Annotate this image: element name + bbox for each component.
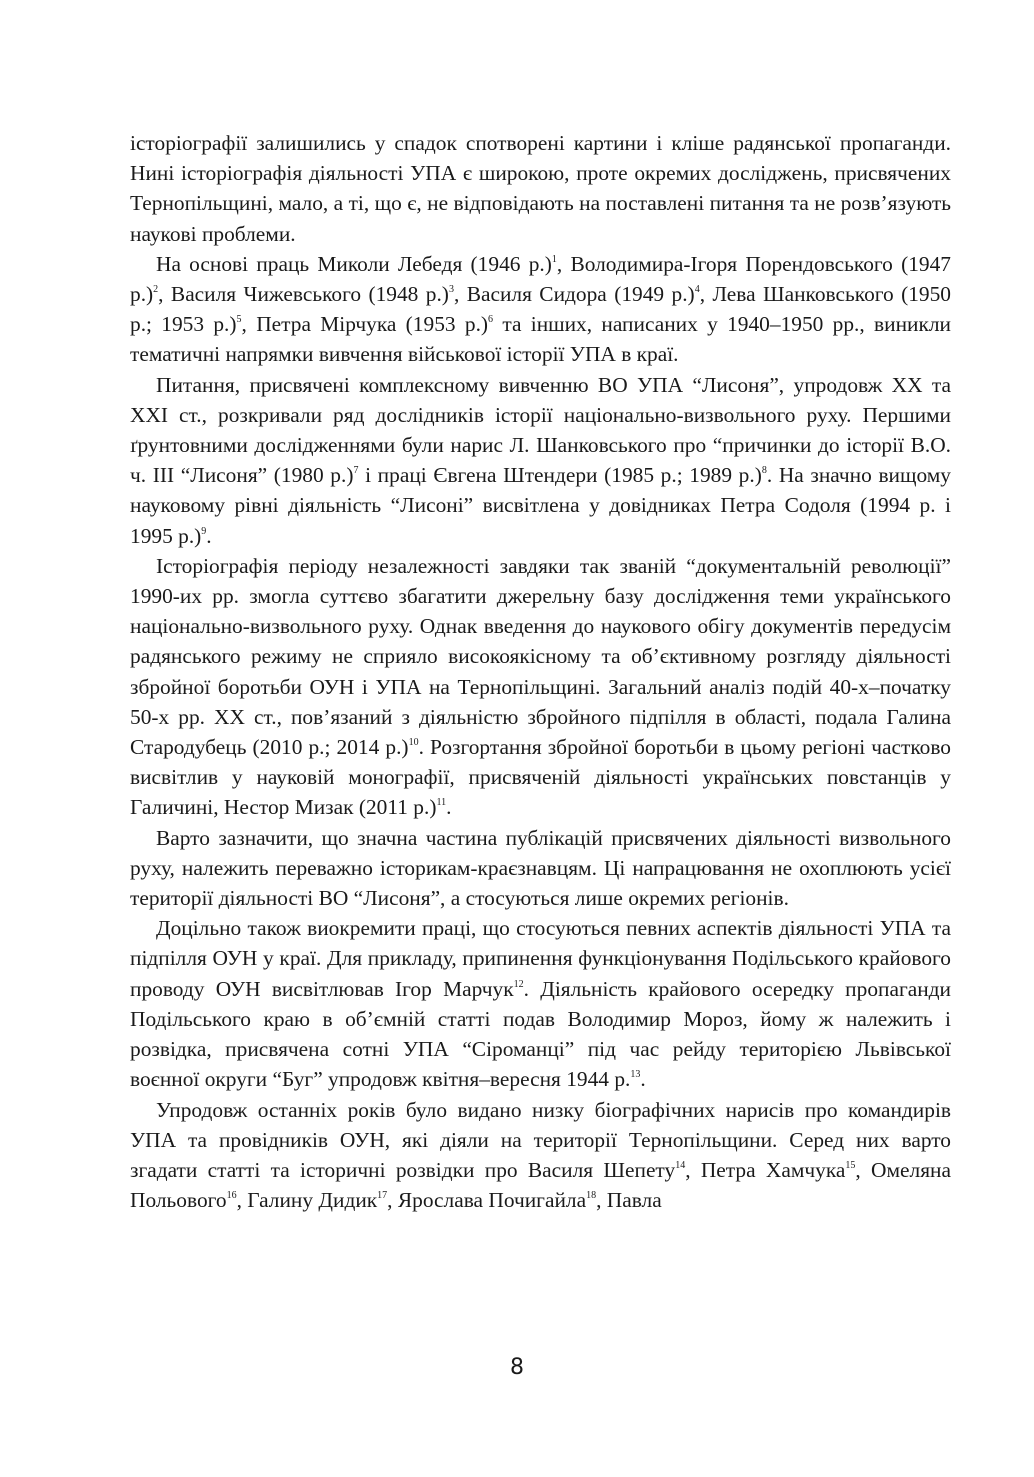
paragraph-text: , Василя Сидора (1949 р.) [453,282,695,307]
paragraph-text: Питання, присвячені комплексному вивченню ВО УПА “Лисоня”, упродовж ХХ та ХХІ ст., розкривали ряд дослідників історії національно-визвольного руху. Першими ґрунтовними дослідженнями були нарис Л. Шанковського про “причинки до історії В.О. ч. ІІІ “Лисоня” (1980 р.) [130,372,951,488]
paragraph-text: , Василя Чижевського (1948 р.) [158,282,449,307]
paragraph-text: і праці Євгена Штендери (1985 р.; 1989 р.) [358,463,762,488]
paragraph-text: Доцільно також виокремити праці, що стосуються певних аспектів діяльності УПА та підпілля ОУН у краї. Для прикладу, припинення функціонування Подільського крайового проводу ОУН висвітлював Ігор Марчук [130,916,951,1001]
footnote-reference[interactable]: 9 [201,525,207,537]
paragraph [130,551,951,823]
footnote-reference[interactable]: 6 [488,314,494,326]
paragraph-text: , Галину Дидик [236,1188,378,1213]
footnote-reference[interactable]: 4 [694,283,700,295]
footnote-reference[interactable]: 18 [586,1189,597,1201]
paragraph-text: На основі праць Миколи Лебедя (1946 р.) [156,251,552,276]
paragraph-text: історіографії залишились у спадок спотворені картини і кліше радянської пропаганди. Нині історіографія діяльності УПА є широкою, проте окремих досліджень, присвячених Тернопільщині, мало, а ті, що є, не відповідають на поставлені питання та не розв’язують наукові проблеми. [130,131,951,246]
paragraph [130,128,951,249]
paragraph [130,1095,951,1216]
paragraph-text: та інших, написаних у 1940–1950 рр., виникли тематичні напрямки вивчення військової історії УПА в краї. [130,312,951,367]
paragraph-text: Упродовж останніх років було видано низку біографічних нарисів про командирів УПА та провідників ОУН, які діяли на території Тернопільщини. Серед них варто згадати статті та історичні розвідки про Василя Шепету [130,1097,951,1182]
paragraph-text: Історіографія періоду незалежності завдяки так званій “документальній революції” 1990-их рр. змогла суттєво збагатити джерельну базу дослідження теми українського національно-визвольного руху. Однак введення до наукового обігу документів передусім радянського режиму не сприяло високоякісному та об’єктивному розгляду діяльності збройної боротьби ОУН і УПА на Тернопільщині. Загальний аналіз подій 40-х–початку 50-х рр. ХХ ст., пов’язаний з діяльністю збройного підпілля в області, подала Галина Стародубець (2010 р.; 2014 р.) [130,553,951,760]
paragraph [130,913,951,1094]
paragraph-text: . Діяльність крайового осередку пропаганди Подільського краю в об’ємній статті подав Володимир Мороз, йому ж належить і розвідка, присвячена сотні УПА “Сіроманці” під час рейду територією Львівської воєнної округи “Буг” упродовж квітня–вересня 1944 р. [130,976,952,1092]
paragraph-text: . Розгортання збройної боротьби в цьому регіоні частково висвітлив у науковій монографії, присвяченій діяльності українських повстанців у Галичині, Нестор Мизак (2011 р.) [130,735,951,820]
page-number: 8 [510,1355,524,1380]
footnote-reference[interactable]: 16 [226,1189,237,1201]
footnote-reference[interactable]: 12 [513,978,524,990]
paragraph [130,370,951,551]
paragraph-text: , Петра Хамчука [685,1157,846,1182]
footnote-reference[interactable]: 7 [353,465,359,477]
paragraph [130,249,951,370]
footnote-reference[interactable]: 13 [630,1069,641,1081]
paragraph-text: , Володимира-Ігоря Порендовського (1947 р.) [130,251,952,307]
footnote-reference[interactable]: 2 [153,283,159,295]
paragraph-text: . [640,1067,646,1092]
paragraph-text: , Павла [596,1188,662,1213]
footnote-reference[interactable]: 3 [448,283,454,295]
footnote-reference[interactable]: 11 [436,797,447,809]
footnote-reference[interactable]: 5 [236,314,242,326]
paragraph-text: , Омеляна Польового [130,1157,951,1213]
footnote-reference[interactable]: 15 [845,1159,856,1171]
paragraph-text: . [446,795,452,820]
footnote-reference[interactable]: 1 [551,253,557,265]
paragraph-text: . На значно вищому науковому рівні діяльність “Лисоні” висвітлена у довідниках Петра Содоля (1994 р. і 1995 р.) [130,463,951,548]
footnote-reference[interactable]: 14 [675,1159,686,1171]
footnote-reference[interactable]: 17 [377,1189,388,1201]
paragraph-text: , Ярослава Почигайла [387,1188,587,1213]
footnote-reference[interactable]: 8 [761,465,767,477]
paragraph-text: Варто зазначити, що значна частина публікацій присвячених діяльності визвольного руху, належить переважно історикам-краєзнавцям. Ці напрацювання не охоплюють усієї території діяльності ВО “Лисоня”, а стосуються лише окремих регіонів. [130,825,951,911]
document-body [130,128,951,1215]
paragraph-text: . [206,523,212,548]
footnote-reference[interactable]: 10 [408,736,419,748]
paragraph-text: , Петра Мірчука (1953 р.) [241,312,489,337]
paragraph [130,823,951,914]
paragraph-text: , Лева Шанковського (1950 р.; 1953 р.) [130,282,952,337]
